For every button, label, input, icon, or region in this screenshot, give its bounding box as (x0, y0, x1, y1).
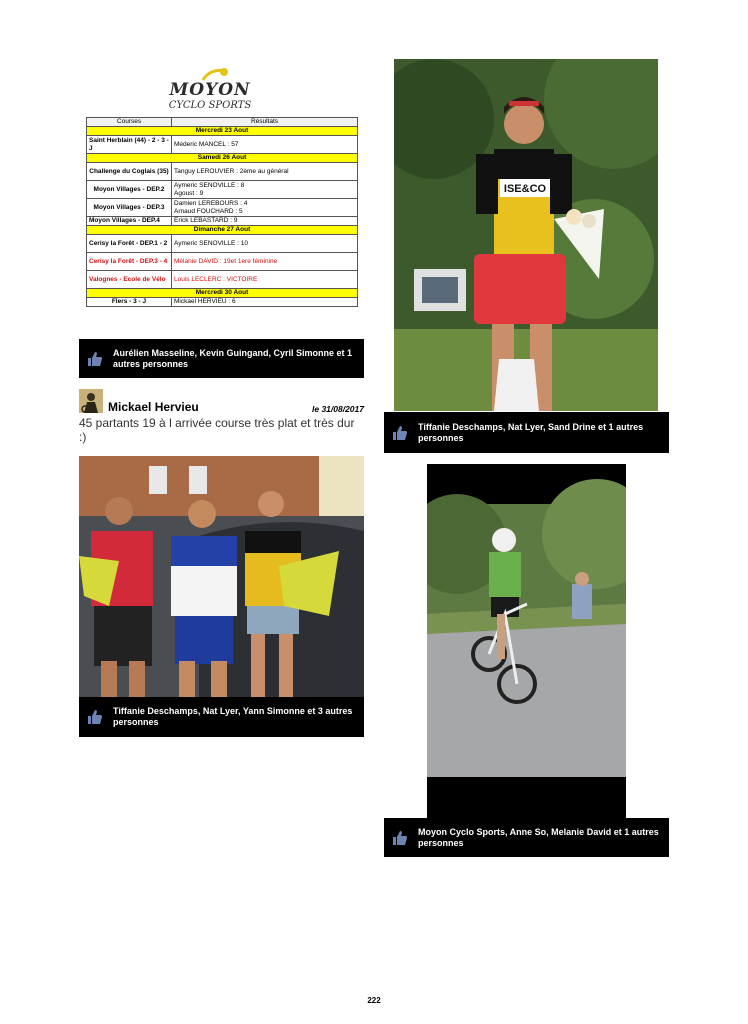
date-cell: Mercredi 30 Aout (87, 289, 358, 298)
table-row (87, 298, 358, 307)
result-line: Aymeric SENOVILLE : 8 (174, 181, 245, 189)
logo-sub-text: CYCLO SPORTS (168, 100, 252, 111)
result-line: Agoust : 9 (174, 189, 204, 197)
course-cell: Challenge du Coglais (35) (87, 163, 172, 181)
date-cell: Mercredi 23 Aout (87, 127, 358, 136)
result-cell: Méderic MANCEL : 57 (172, 136, 358, 154)
table-row (87, 163, 358, 181)
result-cell: Mélanie DAVID : 19et 1ere féminine (172, 253, 358, 271)
likes-text[interactable]: Aurélien Masseline, Kevin Guingand, Cyril Simonne et 1 autres personnes (113, 347, 353, 369)
post-date: le 31/08/2017 (312, 404, 364, 414)
post-author[interactable]: Mickael Hervieu (108, 400, 199, 414)
date-cell: Dimanche 27 Aout (87, 226, 358, 235)
date-row (87, 289, 358, 298)
results-table (86, 117, 358, 307)
date-row (87, 127, 358, 136)
course-cell: Moyon Villages - DEP.2 (87, 181, 172, 199)
likes-bar-1 (79, 339, 364, 378)
post-text: 45 partants 19 à l arrivée course très plat et très dur :) (79, 416, 355, 444)
photo-cyclist-podium (394, 59, 658, 411)
photo-young-rider (427, 464, 626, 820)
moyon-cyclo-sports-logo (160, 66, 260, 116)
table-row (87, 253, 358, 271)
date-row (87, 154, 358, 163)
table-row (87, 136, 358, 154)
likes-bar-4 (384, 818, 669, 857)
photo-cyclist-podium-image (394, 59, 658, 411)
likes-bar-3 (79, 697, 364, 737)
table-header-row (87, 118, 358, 127)
logo-main-text: MOYON (169, 80, 251, 100)
course-cell: Saint Herblain (44) - 2 - 3 - J (87, 136, 172, 154)
result-line: Damien LEREBOURS : 4 (174, 199, 248, 207)
header-resultats: Résultats (172, 118, 358, 127)
table-row (87, 181, 358, 199)
course-cell: Cerisy la Forêt - DEP.3 - 4 (87, 253, 172, 271)
avatar-image-icon (79, 389, 103, 413)
date-cell: Samedi 26 Aout (87, 154, 358, 163)
likes-text[interactable]: Tiffanie Deschamps, Nat Lyer, Yann Simonne et 3 autres personnes (113, 706, 353, 727)
table-row (87, 271, 358, 289)
photo-podium-image (79, 456, 364, 697)
photo-young-rider-image (427, 464, 626, 820)
header-courses: Courses (87, 118, 172, 127)
course-cell: Moyon Villages - DEP.4 (87, 217, 172, 226)
result-line: Arnaud FOUCHARD : 5 (174, 207, 243, 215)
table-row (87, 235, 358, 253)
course-cell: Flers - 3 - J (87, 298, 172, 307)
thumbs-up-icon[interactable] (392, 425, 408, 441)
course-cell: Valognes - Ecole de Vélo (87, 271, 172, 289)
result-cell: Mickael HERVIEU : 6 (172, 298, 358, 307)
jersey-text: ISE&CO (503, 183, 547, 195)
course-cell: Moyon Villages - DEP.3 (87, 199, 172, 217)
avatar[interactable] (79, 389, 103, 413)
thumbs-up-icon[interactable] (392, 830, 408, 846)
likes-bar-2 (384, 412, 669, 453)
result-cell (172, 181, 358, 199)
result-cell: Aymeric SENOVILLE : 10 (172, 235, 358, 253)
table-row (87, 217, 358, 226)
result-cell: Louis LECLERC : VICTOIRE (172, 271, 358, 289)
result-cell: Tanguy LEROUVIER : 2ème au général (172, 163, 358, 181)
thumbs-up-icon[interactable] (87, 351, 103, 367)
page-number: 222 (367, 996, 381, 1005)
date-row (87, 226, 358, 235)
likes-text[interactable]: Moyon Cyclo Sports, Anne So, Melanie David et 1 autres personnes (418, 826, 659, 848)
result-cell (172, 199, 358, 217)
result-cell: Erick LEBASTARD : 9 (172, 217, 358, 226)
thumbs-up-icon[interactable] (87, 709, 103, 725)
likes-text[interactable]: Tiffanie Deschamps, Nat Lyer, Sand Drine et 1 autres personnes (418, 421, 644, 443)
table-row (87, 199, 358, 217)
course-cell: Cerisy la Forêt - DEP.1 - 2 (87, 235, 172, 253)
photo-podium-three-riders (79, 456, 364, 697)
